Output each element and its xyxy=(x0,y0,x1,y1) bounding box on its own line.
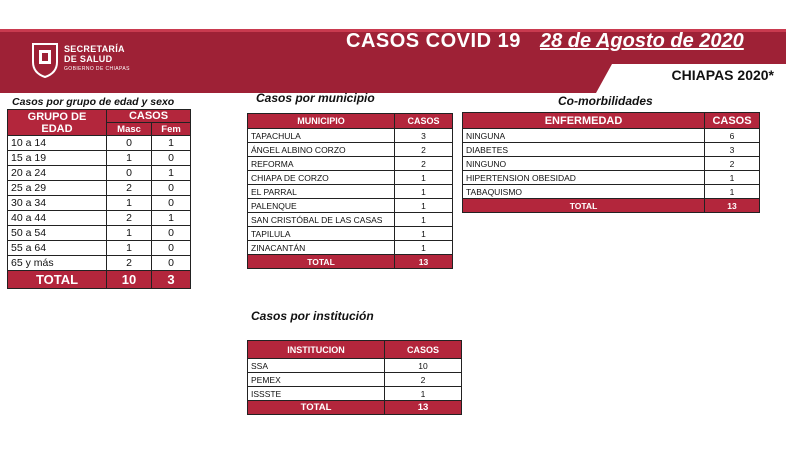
total-row xyxy=(248,401,462,415)
row-value: 2 xyxy=(395,157,453,171)
state-label: CHIAPAS 2020* xyxy=(671,67,774,83)
row-value: 2 xyxy=(395,143,453,157)
total-row xyxy=(8,271,191,289)
table-row xyxy=(8,151,191,166)
row-label: DIABETES xyxy=(463,143,705,157)
row-label: 50 a 54 xyxy=(8,226,107,241)
org-line2: DE SALUD xyxy=(64,54,113,64)
row-label: NINGUNO xyxy=(463,157,705,171)
total-fem: 3 xyxy=(152,271,191,289)
table-row xyxy=(248,199,453,213)
row-value: 1 xyxy=(107,151,152,166)
row-value: 1 xyxy=(395,241,453,255)
row-label: TABAQUISMO xyxy=(463,185,705,199)
row-label: PEMEX xyxy=(248,373,385,387)
col-municipio: MUNICIPIO xyxy=(248,114,395,129)
col-masc: Masc xyxy=(107,123,152,136)
table-row xyxy=(248,387,462,401)
table-row xyxy=(248,143,453,157)
row-label: ISSSTE xyxy=(248,387,385,401)
total-label: TOTAL xyxy=(248,255,395,269)
comorbilidades-table xyxy=(462,112,760,213)
total-row xyxy=(248,255,453,269)
row-value: 1 xyxy=(395,213,453,227)
row-value: 1 xyxy=(705,171,760,185)
coat-of-arms-icon xyxy=(30,40,60,78)
table-row xyxy=(248,157,453,171)
table-row xyxy=(8,166,191,181)
row-value: 2 xyxy=(107,256,152,271)
row-value: 1 xyxy=(107,226,152,241)
table-row xyxy=(248,359,462,373)
total-value: 13 xyxy=(385,401,462,415)
row-label: REFORMA xyxy=(248,157,395,171)
age-sex-heading: Casos por grupo de edad y sexo xyxy=(12,96,175,108)
table-row xyxy=(463,129,760,143)
row-value: 3 xyxy=(705,143,760,157)
row-value: 0 xyxy=(152,181,191,196)
col-cases: CASOS xyxy=(107,110,191,123)
total-row xyxy=(463,199,760,213)
row-value: 0 xyxy=(107,166,152,181)
col-cases: CASOS xyxy=(705,113,760,129)
row-label: TAPILULA xyxy=(248,227,395,241)
row-value: 1 xyxy=(395,185,453,199)
row-label: HIPERTENSION OBESIDAD xyxy=(463,171,705,185)
report-date: 28 de Agosto de 2020 xyxy=(540,30,744,52)
row-value: 0 xyxy=(152,196,191,211)
col-group: GRUPO DE EDAD xyxy=(8,110,107,136)
table-row xyxy=(8,196,191,211)
row-value: 1 xyxy=(395,199,453,213)
row-value: 1 xyxy=(705,185,760,199)
page-title: CASOS COVID 19 xyxy=(346,30,521,52)
total-value: 13 xyxy=(395,255,453,269)
row-value: 2 xyxy=(107,211,152,226)
org-line1: SECRETARÍA xyxy=(64,44,125,54)
row-label: SSA xyxy=(248,359,385,373)
row-value: 6 xyxy=(705,129,760,143)
row-label: 55 a 64 xyxy=(8,241,107,256)
comorbilidades-heading: Co-morbilidades xyxy=(558,94,653,108)
total-masc: 10 xyxy=(107,271,152,289)
row-label: CHIAPA DE CORZO xyxy=(248,171,395,185)
col-cases: CASOS xyxy=(385,341,462,359)
org-name xyxy=(64,44,125,64)
row-label: TAPACHULA xyxy=(248,129,395,143)
row-label: 30 a 34 xyxy=(8,196,107,211)
table-row xyxy=(463,171,760,185)
row-value: 1 xyxy=(395,227,453,241)
row-value: 0 xyxy=(152,151,191,166)
table-row xyxy=(248,171,453,185)
row-label: EL PARRAL xyxy=(248,185,395,199)
row-value: 0 xyxy=(107,136,152,151)
age-sex-table xyxy=(7,109,191,289)
table-row xyxy=(8,226,191,241)
table-row xyxy=(248,213,453,227)
table-row xyxy=(248,227,453,241)
row-value: 1 xyxy=(385,387,462,401)
table-row xyxy=(463,157,760,171)
col-enfermedad: ENFERMEDAD xyxy=(463,113,705,129)
table-row xyxy=(8,241,191,256)
table-row xyxy=(248,185,453,199)
institucion-table xyxy=(247,340,462,415)
row-label: NINGUNA xyxy=(463,129,705,143)
row-value: 2 xyxy=(705,157,760,171)
table-row xyxy=(463,185,760,199)
col-fem: Fem xyxy=(152,123,191,136)
total-label: TOTAL xyxy=(8,271,107,289)
col-cases: CASOS xyxy=(395,114,453,129)
table-row xyxy=(8,181,191,196)
row-label: 25 a 29 xyxy=(8,181,107,196)
row-value: 1 xyxy=(152,211,191,226)
table-row xyxy=(248,241,453,255)
row-label: SAN CRISTÓBAL DE LAS CASAS xyxy=(248,213,395,227)
row-label: 15 a 19 xyxy=(8,151,107,166)
table-row xyxy=(248,129,453,143)
row-value: 0 xyxy=(152,226,191,241)
col-institucion: INSTITUCION xyxy=(248,341,385,359)
row-value: 1 xyxy=(152,136,191,151)
table-row xyxy=(8,211,191,226)
total-label: TOTAL xyxy=(248,401,385,415)
row-value: 0 xyxy=(152,241,191,256)
table-row xyxy=(463,143,760,157)
row-label: 65 y más xyxy=(8,256,107,271)
row-label: ZINACANTÁN xyxy=(248,241,395,255)
total-label: TOTAL xyxy=(463,199,705,213)
table-row xyxy=(248,373,462,387)
row-label: 10 a 14 xyxy=(8,136,107,151)
municipio-table xyxy=(247,113,453,269)
municipio-heading: Casos por municipio xyxy=(256,91,375,105)
row-value: 10 xyxy=(385,359,462,373)
table-row xyxy=(8,256,191,271)
row-label: 20 a 24 xyxy=(8,166,107,181)
row-value: 3 xyxy=(395,129,453,143)
row-value: 1 xyxy=(395,171,453,185)
row-value: 2 xyxy=(107,181,152,196)
row-value: 0 xyxy=(152,256,191,271)
org-sub: GOBIERNO DE CHIAPAS xyxy=(64,66,130,72)
row-value: 1 xyxy=(152,166,191,181)
row-label: PALENQUE xyxy=(248,199,395,213)
row-label: ÁNGEL ALBINO CORZO xyxy=(248,143,395,157)
row-label: 40 a 44 xyxy=(8,211,107,226)
row-value: 1 xyxy=(107,241,152,256)
total-value: 13 xyxy=(705,199,760,213)
row-value: 1 xyxy=(107,196,152,211)
institucion-heading: Casos por institución xyxy=(251,309,374,323)
table-row xyxy=(8,136,191,151)
row-value: 2 xyxy=(385,373,462,387)
